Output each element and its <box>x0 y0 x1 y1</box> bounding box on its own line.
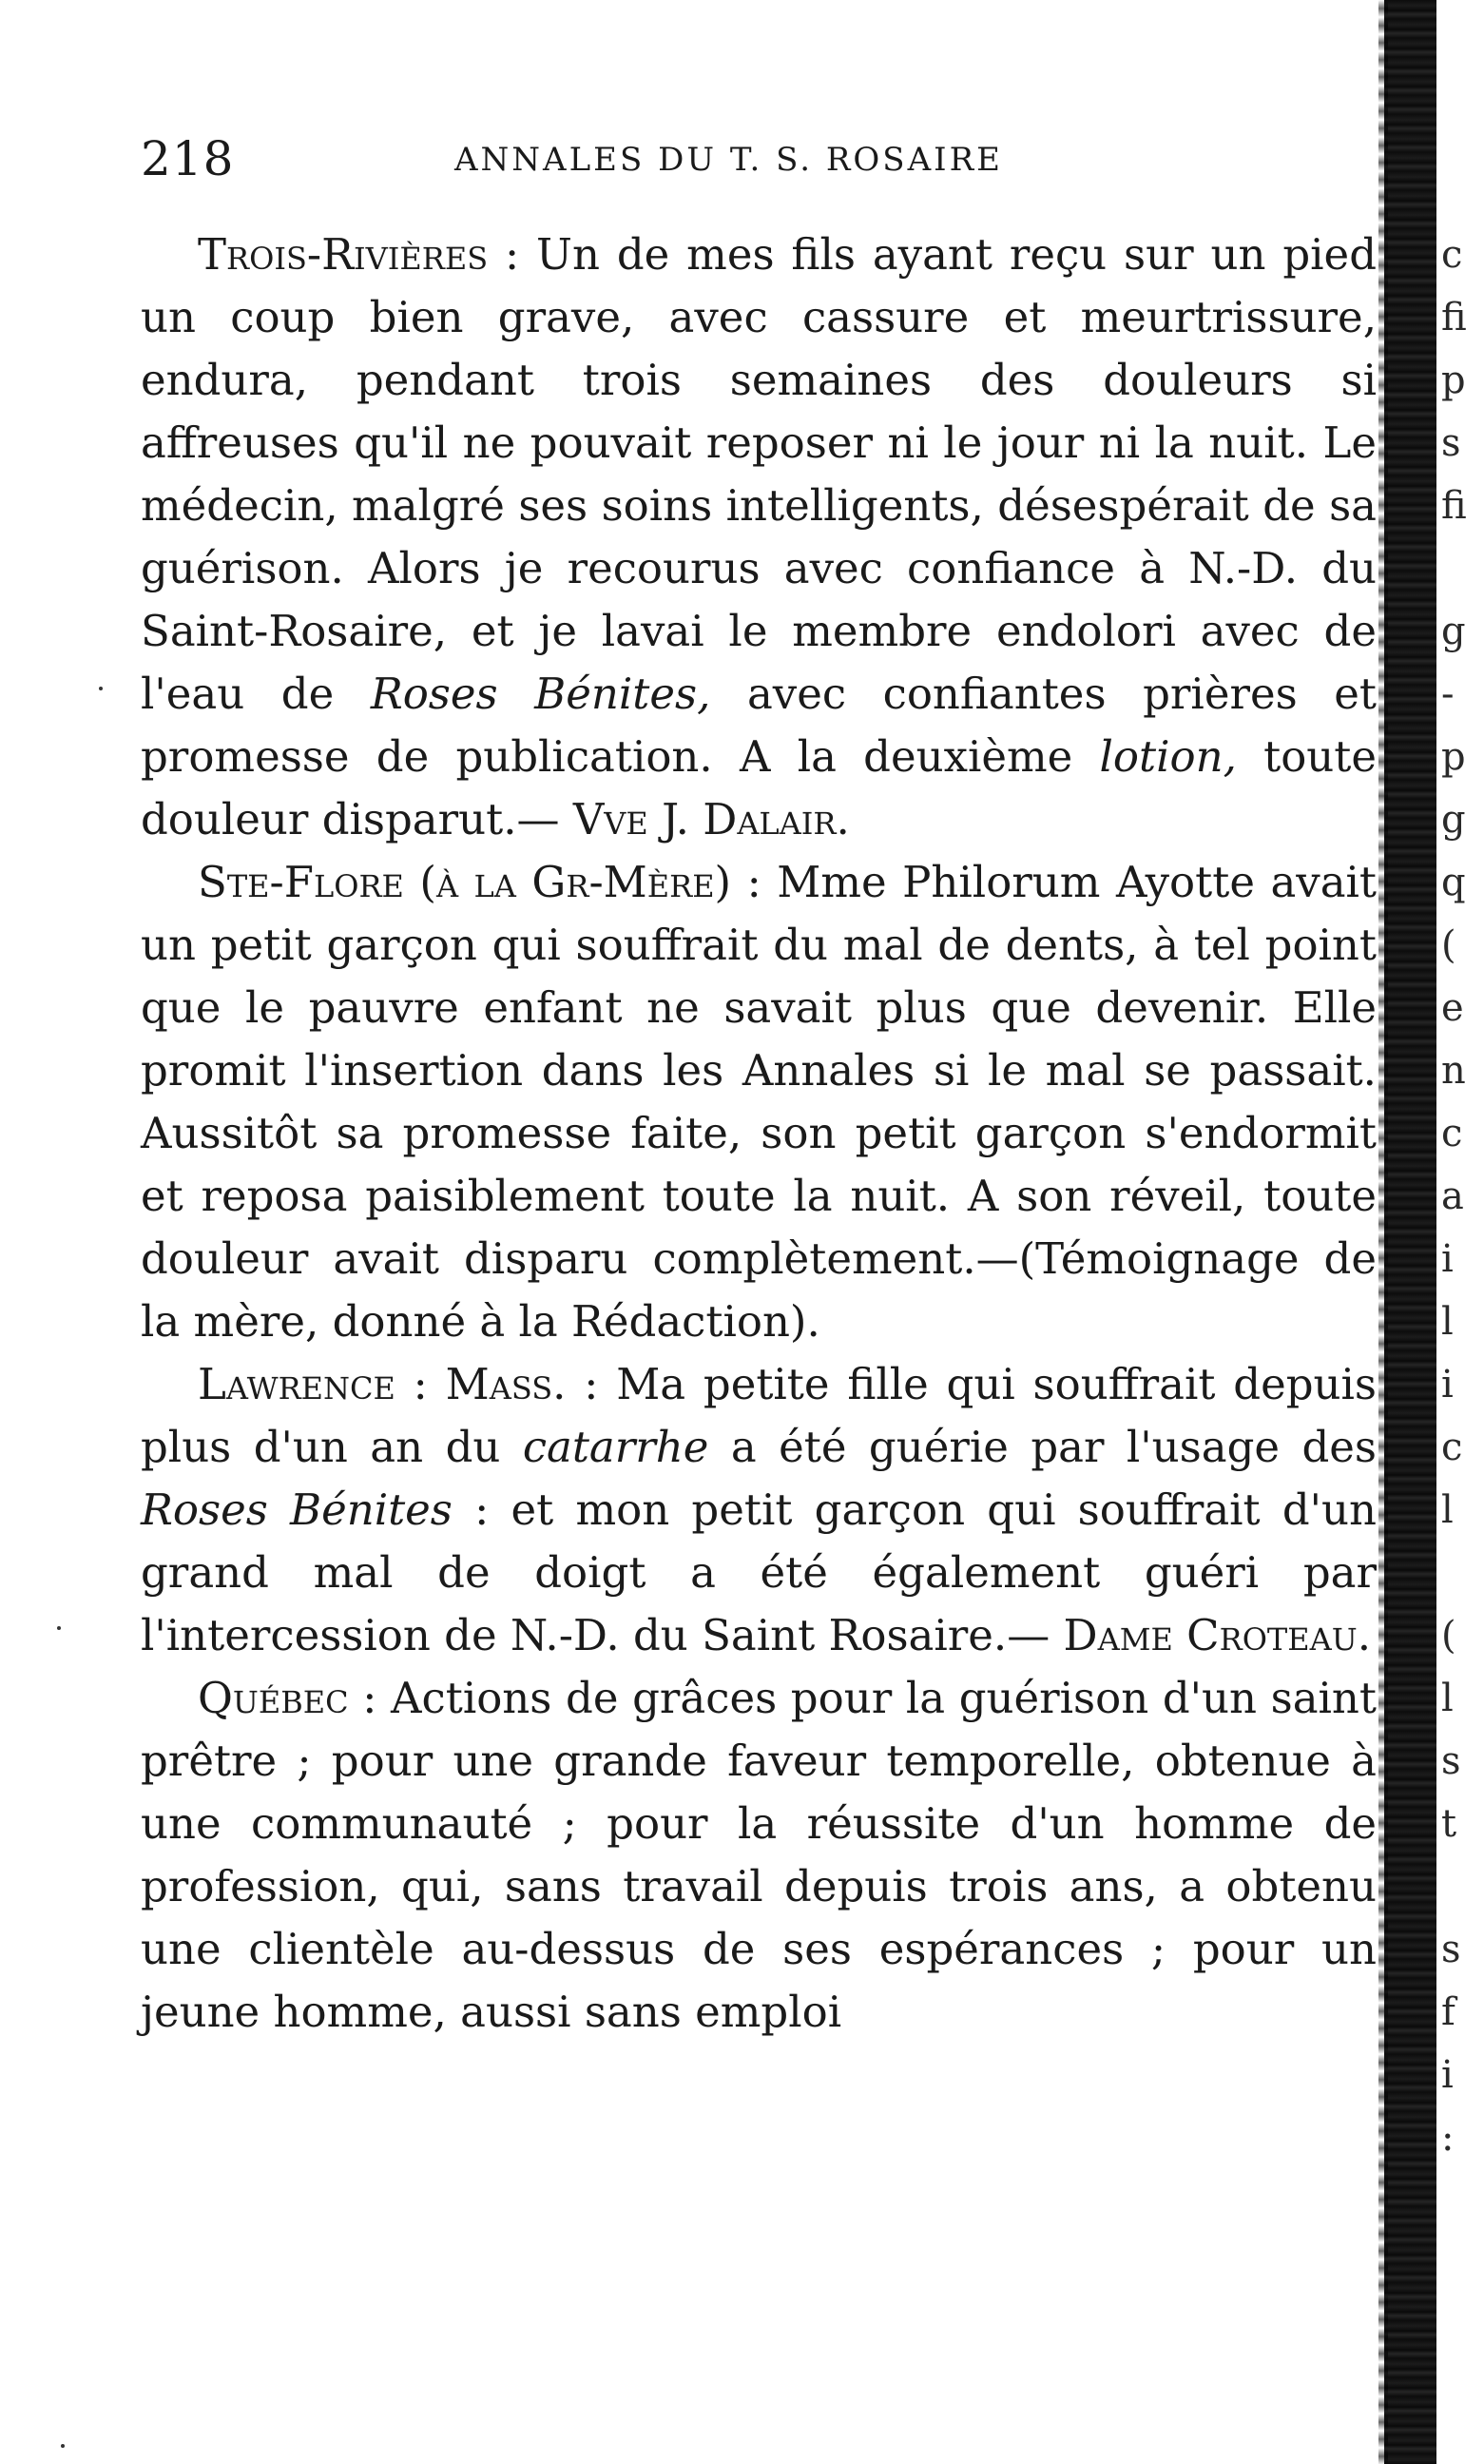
next-page-fragment: c <box>1441 1426 1463 1469</box>
next-page-fragment: ( <box>1441 1614 1456 1658</box>
next-page-fragment: f <box>1441 1990 1455 2034</box>
entry-italic: catarrhe <box>522 1422 709 1472</box>
entry-text-continued: avec confiantes prières et promesse de publication. A la deuxième <box>141 669 1377 782</box>
entry-text: Actions de grâces pour la guérison d'un saint prêtre ; pour une grande faveur temporelle, obtenue à une communauté ; pour la réussite d'un homme de profession, qui, sans travail depuis trois ans, a obtenu une clientèle au-dessus de ses espérances ; pour un jeune homme, aussi sans emploi <box>141 1673 1377 2037</box>
next-page-fragment: fi <box>1441 484 1467 528</box>
entry-ste-flore <box>141 851 1377 1353</box>
place-name: Québec : <box>198 1673 377 1723</box>
signature: Dame Croteau. <box>1063 1610 1372 1660</box>
next-page-fragment: fi <box>1441 296 1467 340</box>
entry-quebec <box>141 1667 1377 2044</box>
next-page-fragment: p <box>1441 735 1466 779</box>
next-page-fragment: i <box>1441 1363 1454 1407</box>
book-gutter-shadow <box>1384 0 1436 2464</box>
next-page-fragment: i <box>1441 1237 1454 1281</box>
entry-italic: Roses Bénites <box>141 1484 453 1535</box>
entry-text: Un de mes fils ayant reçu sur un pied un coup bien grave, avec cassure et meurtrissure, endura, pendant trois semaines des douleurs si affreuses qu'il ne pouvait reposer ni le jour ni la nuit. Le médecin, malgré ses soins intelligents, désespérait de sa guérison. Alors je recourus avec confiance à N.-D. du Saint-Rosaire, et je lavai le membre endolori avec de l'eau de <box>141 229 1377 719</box>
next-page-fragment: - <box>1441 672 1455 716</box>
print-speck <box>57 1626 61 1630</box>
next-page-fragment: l <box>1441 1300 1454 1344</box>
print-speck <box>61 2444 65 2448</box>
next-page-fragment <box>1441 1855 1479 1918</box>
next-page-fragment: c <box>1441 1112 1463 1155</box>
next-page-fragment: : <box>1441 2116 1455 2160</box>
next-page-fragment <box>1441 1542 1479 1604</box>
running-title: ANNALES DU T. S. ROSAIRE <box>454 141 1003 179</box>
next-page-fragment: p <box>1441 359 1466 402</box>
print-speck <box>99 687 103 690</box>
next-page-edge-fragments <box>1441 223 1479 2169</box>
entry-text: Ma petite fille qui souffrait depuis plus d'un an du <box>141 1359 1378 1472</box>
next-page-fragment: ( <box>1441 923 1456 967</box>
next-page-fragment: q <box>1441 861 1466 904</box>
next-page-fragment: a <box>1441 1174 1464 1218</box>
next-page-fragment: l <box>1441 1488 1454 1532</box>
page-header <box>141 131 1396 198</box>
place-name: Lawrence : Mass. : <box>198 1359 599 1409</box>
entry-trois-rivieres <box>141 223 1377 851</box>
entry-lawrence <box>141 1353 1377 1667</box>
signature: Vve J. Dalair. <box>572 794 850 844</box>
entry-text-continued: : et mon petit garçon qui souffrait d'un grand mal de doigt a été également guéri par l'intercession de N.-D. du Saint Rosaire.— <box>141 1484 1378 1660</box>
next-page-fragment: s <box>1441 421 1461 465</box>
entry-italic: lotion, <box>1099 731 1237 782</box>
next-page-fragment: g <box>1441 610 1466 653</box>
next-page-fragment: s <box>1441 1739 1461 1783</box>
page-number: 218 <box>141 131 235 186</box>
next-page-fragment: e <box>1441 986 1464 1030</box>
place-name: Trois-Rivières : <box>198 229 520 280</box>
next-page-fragment: l <box>1441 1677 1454 1720</box>
place-name: Ste-Flore (à la Gr-Mère) : <box>198 857 761 907</box>
entry-text-continued: toute douleur disparut.— <box>141 731 1377 844</box>
body-text <box>141 223 1377 2044</box>
next-page-fragment: i <box>1441 2053 1454 2097</box>
next-page-fragment: t <box>1441 1802 1457 1846</box>
next-page-fragment: c <box>1441 233 1463 277</box>
next-page-fragment: n <box>1441 1049 1466 1093</box>
entry-text-continued: a été guérie par l'usage des <box>708 1422 1378 1472</box>
entry-italic: Roses Bénites, <box>370 669 711 719</box>
next-page-fragment: g <box>1441 798 1466 842</box>
entry-text: Mme Philorum Ayotte avait un petit garçon qui souffrait du mal de dents, à tel point que le pauvre enfant ne savait plus que devenir. Elle promit l'insertion dans les Annales si le mal se passait. Aussitôt sa promesse faite, son petit garçon s'endormit et reposa paisiblement toute la nuit. A son réveil, toute douleur avait disparu complètement.—(Témoignage de la mère, donné à la Rédaction). <box>141 857 1377 1347</box>
next-page-fragment <box>1441 537 1479 600</box>
next-page-fragment: s <box>1441 1928 1461 1971</box>
